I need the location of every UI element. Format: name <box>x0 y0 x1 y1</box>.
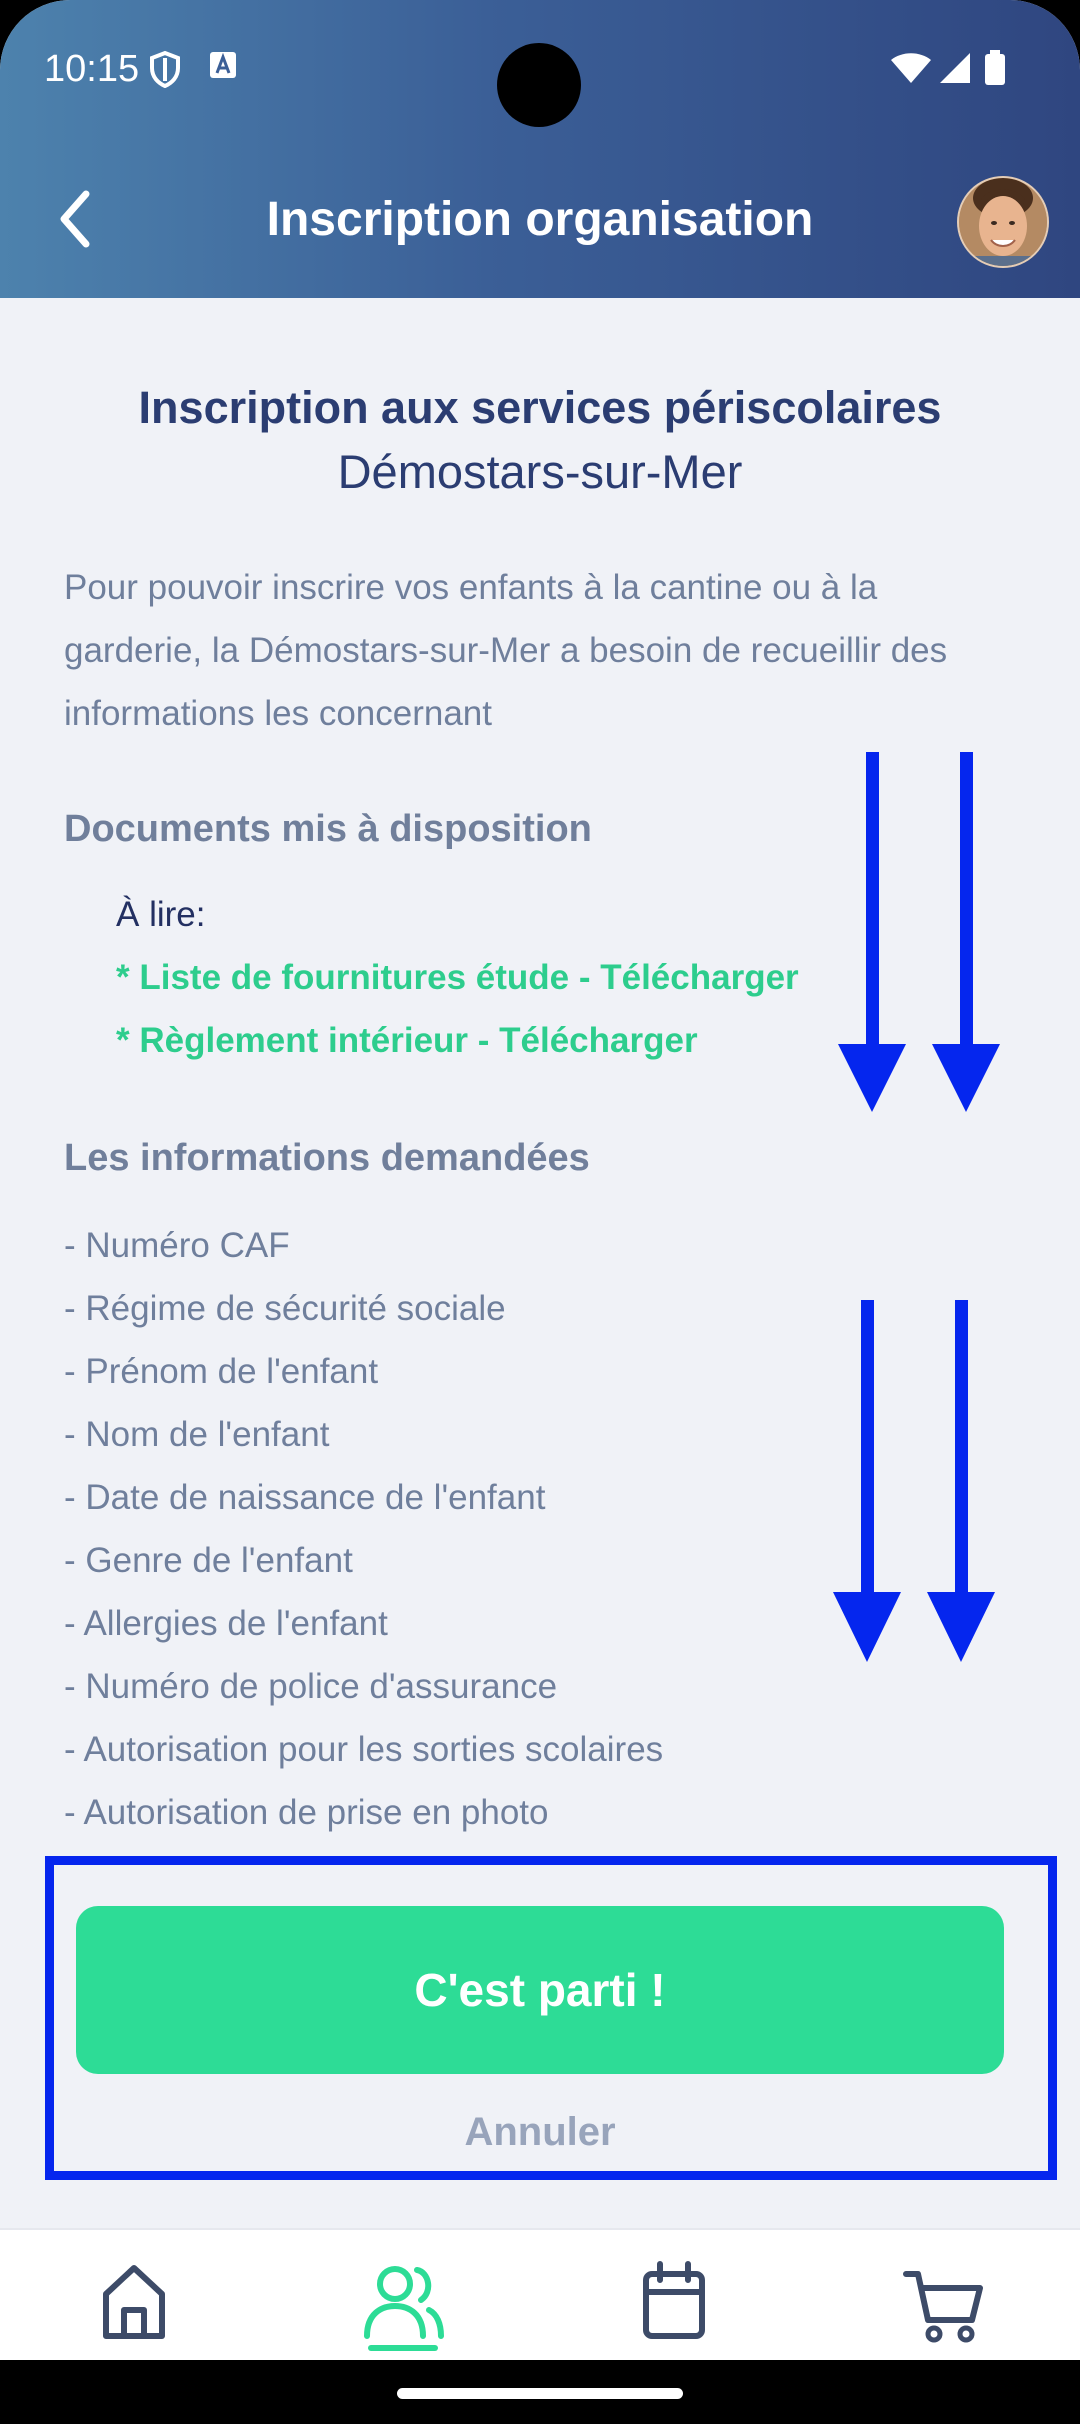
home-icon[interactable] <box>74 2250 194 2350</box>
bottom-navigation <box>0 2228 1080 2360</box>
app-header <box>0 0 1080 298</box>
camera-cutout <box>497 43 581 127</box>
list-item: - Régime de sécurité sociale <box>64 1289 506 1328</box>
annotation-arrow-down-icon <box>831 1300 903 1662</box>
list-item: - Autorisation de prise en photo <box>64 1793 549 1832</box>
documents-heading: Documents mis à disposition <box>64 808 592 850</box>
start-button[interactable]: C'est parti ! <box>76 1906 1004 2074</box>
home-indicator[interactable] <box>397 2388 683 2399</box>
page-title: Inscription aux services périscolaires <box>138 382 942 433</box>
list-item: - Allergies de l'enfant <box>64 1604 388 1643</box>
requested-info-heading: Les informations demandées <box>64 1137 590 1179</box>
list-item: - Date de naissance de l'enfant <box>64 1478 546 1517</box>
cancel-link[interactable]: Annuler <box>464 2110 616 2154</box>
annotation-arrow-down-icon <box>930 752 1002 1112</box>
active-tab-indicator <box>368 2345 438 2351</box>
list-item: - Numéro de police d'assurance <box>64 1667 558 1706</box>
shield-icon <box>148 50 182 88</box>
header-title: Inscription organisation <box>266 193 814 246</box>
status-time: 10:15 <box>44 48 140 90</box>
people-icon[interactable] <box>343 2250 463 2350</box>
avatar-portrait-icon <box>959 178 1047 266</box>
list-item: - Prénom de l'enfant <box>64 1352 379 1391</box>
list-item: - Nom de l'enfant <box>64 1415 330 1454</box>
calendar-icon[interactable] <box>614 2250 734 2350</box>
signal-icon <box>938 52 972 84</box>
intro-text: Pour pouvoir inscrire vos enfants à la cantine ou à la garderie, la Démostars-sur-Mer a besoin de recueillir des informations les concernant <box>64 568 948 733</box>
document-link-reglement[interactable]: * Règlement intérieur - Télécharger <box>116 1021 698 1060</box>
requested-info-list <box>64 1222 663 1852</box>
annotation-arrow-down-icon <box>925 1300 997 1662</box>
user-avatar[interactable] <box>957 176 1049 268</box>
keyboard-indicator-icon <box>208 50 238 80</box>
annotation-arrow-down-icon <box>836 752 908 1112</box>
battery-icon <box>984 50 1006 86</box>
page-subtitle: Démostars-sur-Mer <box>337 445 743 498</box>
documents-label: À lire: <box>116 895 206 934</box>
list-item: - Autorisation pour les sorties scolaires <box>64 1730 664 1769</box>
wifi-icon <box>890 52 932 84</box>
document-link-fournitures[interactable]: * Liste de fournitures étude - Télécharger <box>116 958 799 997</box>
list-item: - Genre de l'enfant <box>64 1541 353 1580</box>
cart-icon[interactable] <box>884 2250 1004 2350</box>
list-item: - Numéro CAF <box>64 1226 290 1265</box>
